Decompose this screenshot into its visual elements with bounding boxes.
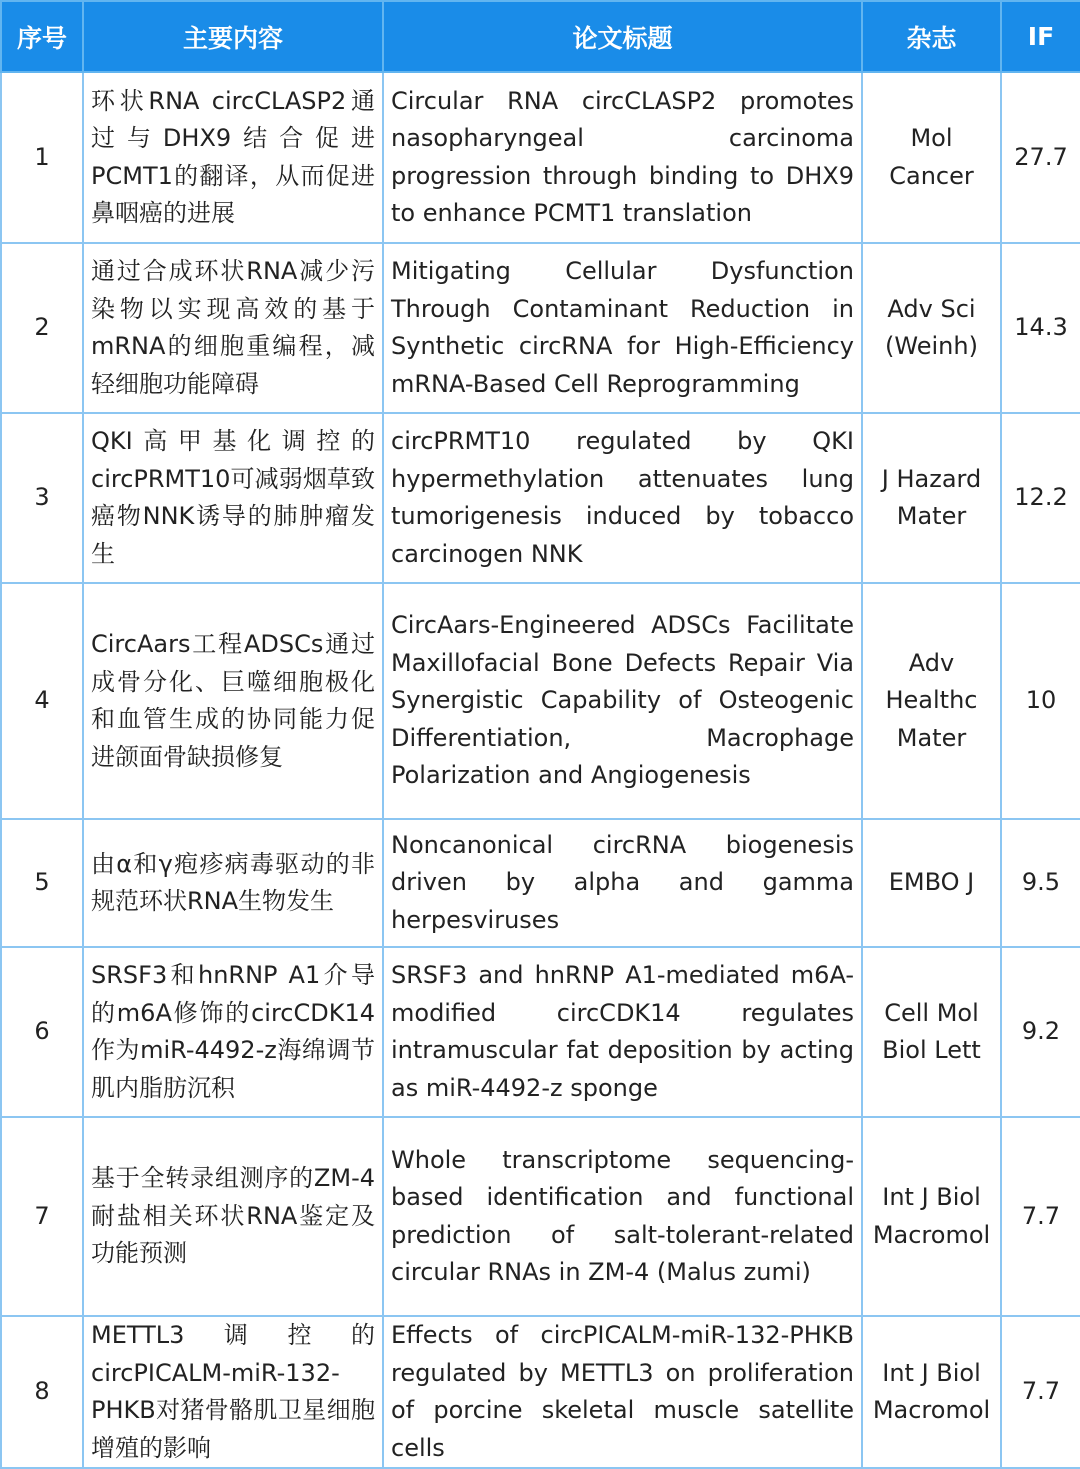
row-summary: 基于全转录组测序的ZM-4耐盐相关环状RNA鉴定及功能预测 xyxy=(83,1117,383,1316)
row-journal: Adv Sci (Weinh) xyxy=(862,243,1001,413)
row-summary: METTL3调控的circPICALM-miR-132-PHKB对猪骨骼肌卫星细胞增殖的影响 xyxy=(83,1316,383,1468)
header-title: 论文标题 xyxy=(383,1,862,72)
header-row xyxy=(1,1,1080,72)
row-summary: 通过合成环状RNA减少污染物以实现高效的基于mRNA的细胞重编程，减轻细胞功能障碍 xyxy=(83,243,383,413)
row-impact-factor: 7.7 xyxy=(1001,1117,1080,1316)
table-row xyxy=(1,583,1080,819)
table-row xyxy=(1,1316,1080,1468)
row-title: Circular RNA circCLASP2 promotes nasopharyngeal carcinoma progression through binding to DHX9 to enhance PCMT1 translation xyxy=(383,72,862,243)
row-summary: QKI高甲基化调控的circPRMT10可减弱烟草致癌物NNK诱导的肺肿瘤发生 xyxy=(83,413,383,583)
table-row xyxy=(1,72,1080,243)
row-index: 2 xyxy=(1,243,83,413)
row-journal: Int J Biol Macromol xyxy=(862,1316,1001,1468)
row-title: Effects of circPICALM-miR-132-PHKB regulated by METTL3 on proliferation of porcine skeletal muscle satellite cells xyxy=(383,1316,862,1468)
row-journal: EMBO J xyxy=(862,819,1001,947)
row-summary: 由α和γ疱疹病毒驱动的非规范环状RNA生物发生 xyxy=(83,819,383,947)
row-index: 4 xyxy=(1,583,83,819)
table-row xyxy=(1,413,1080,583)
row-summary: SRSF3和hnRNP A1介导的m6A修饰的circCDK14作为miR-4492-z海绵调节肌内脂肪沉积 xyxy=(83,947,383,1117)
row-journal: Adv Healthc Mater xyxy=(862,583,1001,819)
header-index: 序号 xyxy=(1,1,83,72)
row-impact-factor: 9.2 xyxy=(1001,947,1080,1117)
header-if: IF xyxy=(1001,1,1080,72)
row-index: 5 xyxy=(1,819,83,947)
row-title: Whole transcriptome sequencing-based identification and functional prediction of salt-tolerant-related circular RNAs in ZM-4 (Malus zumi) xyxy=(383,1117,862,1316)
row-index: 7 xyxy=(1,1117,83,1316)
row-summary: CircAars工程ADSCs通过成骨分化、巨噬细胞极化和血管生成的协同能力促进颌面骨缺损修复 xyxy=(83,583,383,819)
row-impact-factor: 7.7 xyxy=(1001,1316,1080,1468)
row-impact-factor: 10 xyxy=(1001,583,1080,819)
row-impact-factor: 9.5 xyxy=(1001,819,1080,947)
row-title: circPRMT10 regulated by QKI hypermethylation attenuates lung tumorigenesis induced by tobacco carcinogen NNK xyxy=(383,413,862,583)
row-index: 1 xyxy=(1,72,83,243)
header-journal: 杂志 xyxy=(862,1,1001,72)
row-journal: Int J Biol Macromol xyxy=(862,1117,1001,1316)
table-row xyxy=(1,819,1080,947)
table-row xyxy=(1,947,1080,1117)
table-row xyxy=(1,1117,1080,1316)
row-journal: J Hazard Mater xyxy=(862,413,1001,583)
row-index: 3 xyxy=(1,413,83,583)
row-impact-factor: 27.7 xyxy=(1001,72,1080,243)
header-summary: 主要内容 xyxy=(83,1,383,72)
table-header xyxy=(1,1,1080,72)
row-title: Noncanonical circRNA biogenesis driven by alpha and gamma herpesviruses xyxy=(383,819,862,947)
row-journal: Cell Mol Biol Lett xyxy=(862,947,1001,1117)
row-index: 8 xyxy=(1,1316,83,1468)
row-title: SRSF3 and hnRNP A1-mediated m6A-modified circCDK14 regulates intramuscular fat deposition by acting as miR-4492-z sponge xyxy=(383,947,862,1117)
row-impact-factor: 12.2 xyxy=(1001,413,1080,583)
row-impact-factor: 14.3 xyxy=(1001,243,1080,413)
table-row xyxy=(1,243,1080,413)
row-index: 6 xyxy=(1,947,83,1117)
row-title: CircAars-Engineered ADSCs Facilitate Maxillofacial Bone Defects Repair Via Synergistic Capability of Osteogenic Differentiation, Macrophage Polarization and Angiogenesis xyxy=(383,583,862,819)
row-summary: 环状RNA circCLASP2通过与DHX9结合促进PCMT1的翻译，从而促进鼻咽癌的进展 xyxy=(83,72,383,243)
row-title: Mitigating Cellular Dysfunction Through Contaminant Reduction in Synthetic circRNA for High-Efficiency mRNA-Based Cell Reprogramming xyxy=(383,243,862,413)
row-journal: Mol Cancer xyxy=(862,72,1001,243)
table-body xyxy=(1,72,1080,1468)
